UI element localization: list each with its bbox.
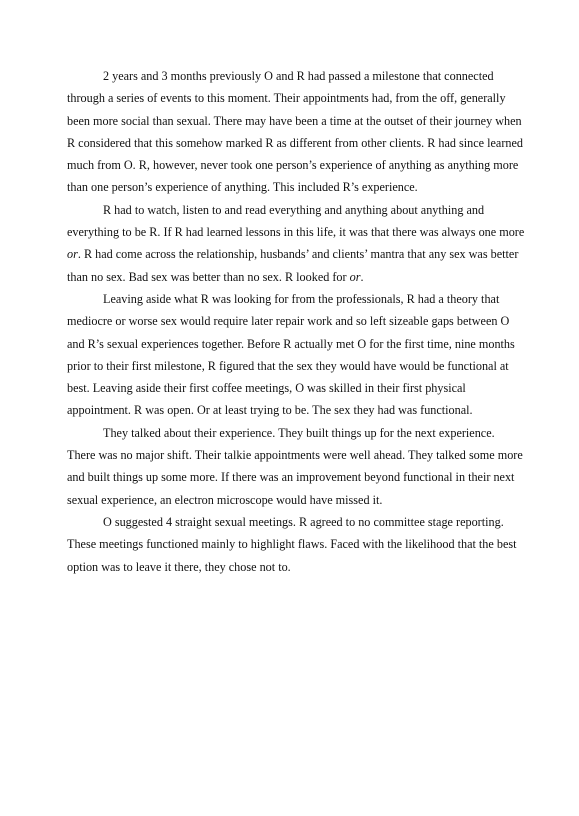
document-body (67, 65, 525, 578)
paragraph-line: 2 years and 3 months previously O and R had passed a milestone that connected (103, 69, 494, 83)
paragraph-line: through a series of events to this moment. Their appointments had, from the off, generally (67, 91, 506, 106)
paragraph-line: much from O. R, however, never took one person’s experience of anything as anything more (67, 158, 519, 173)
line-punct: . (360, 269, 364, 284)
paragraph-2 (67, 199, 525, 288)
paragraph-line: and R’s sexual experiences together. Before R actually met O for the first time, nine months (67, 336, 515, 351)
paragraph-line (67, 221, 525, 243)
paragraph-line: They talked about their experience. They built things up for the next experience. (103, 425, 495, 440)
paragraph-line: R had to watch, listen to and read everything and anything about anything and (103, 202, 485, 217)
line-text: everything to be R. If R had learned lessons in this life, it was that there was always one more (67, 225, 525, 240)
paragraph-4 (67, 422, 523, 511)
paragraph-line: R considered that this somehow marked R as different from other clients. R had since learned (67, 135, 524, 150)
paragraph-5 (67, 511, 517, 578)
paragraph-line: These meetings functioned mainly to highlight flaws. Faced with the likelihood that the best (67, 537, 517, 552)
line-text: than no sex. Bad sex was better than no sex. R looked for (67, 269, 347, 284)
paragraph-line: O suggested 4 straight sexual meetings. R agreed to no committee stage reporting. (103, 514, 504, 529)
italic-word: or (67, 247, 78, 262)
paragraph-line (67, 243, 519, 265)
paragraph-line: prior to their first milestone, R figured that the sex they would have would be functional at (67, 358, 509, 373)
paragraph-line: appointment. R was open. Or at least trying to be. The sex they had was functional. (67, 403, 473, 418)
paragraph-line: There was no major shift. Their talkie appointments were well ahead. They talked some more (67, 448, 523, 463)
italic-word: or (349, 269, 361, 284)
paragraph-line: best. Leaving aside their first coffee meetings, O was skilled in their first physical (67, 381, 466, 396)
paragraph-1 (67, 65, 524, 199)
paragraph-line: been more social than sexual. There may have been a time at the outset of their journey when (67, 113, 522, 128)
paragraph-line: option was to leave it there, they chose not to. (67, 559, 291, 574)
paragraph-line: mediocre or worse sex would require later repair work and so left sizeable gaps between O (67, 314, 510, 329)
paragraph-3 (67, 288, 513, 422)
paragraph-line (67, 266, 513, 288)
paragraph-line: than one person’s experience of anything. This included R’s experience. (67, 180, 418, 195)
paragraph-line: Leaving aside what R was looking for from the professionals, R had a theory that (103, 291, 500, 306)
line-text: R had come across the relationship, husbands’ and clients’ mantra that any sex was better (83, 247, 519, 262)
paragraph-line: sexual experience, an electron microscope would have missed it. (67, 492, 383, 507)
paragraph-line: and built things up some more. If there was an improvement beyond functional in their next (67, 470, 515, 485)
line-punct: . (77, 247, 81, 262)
